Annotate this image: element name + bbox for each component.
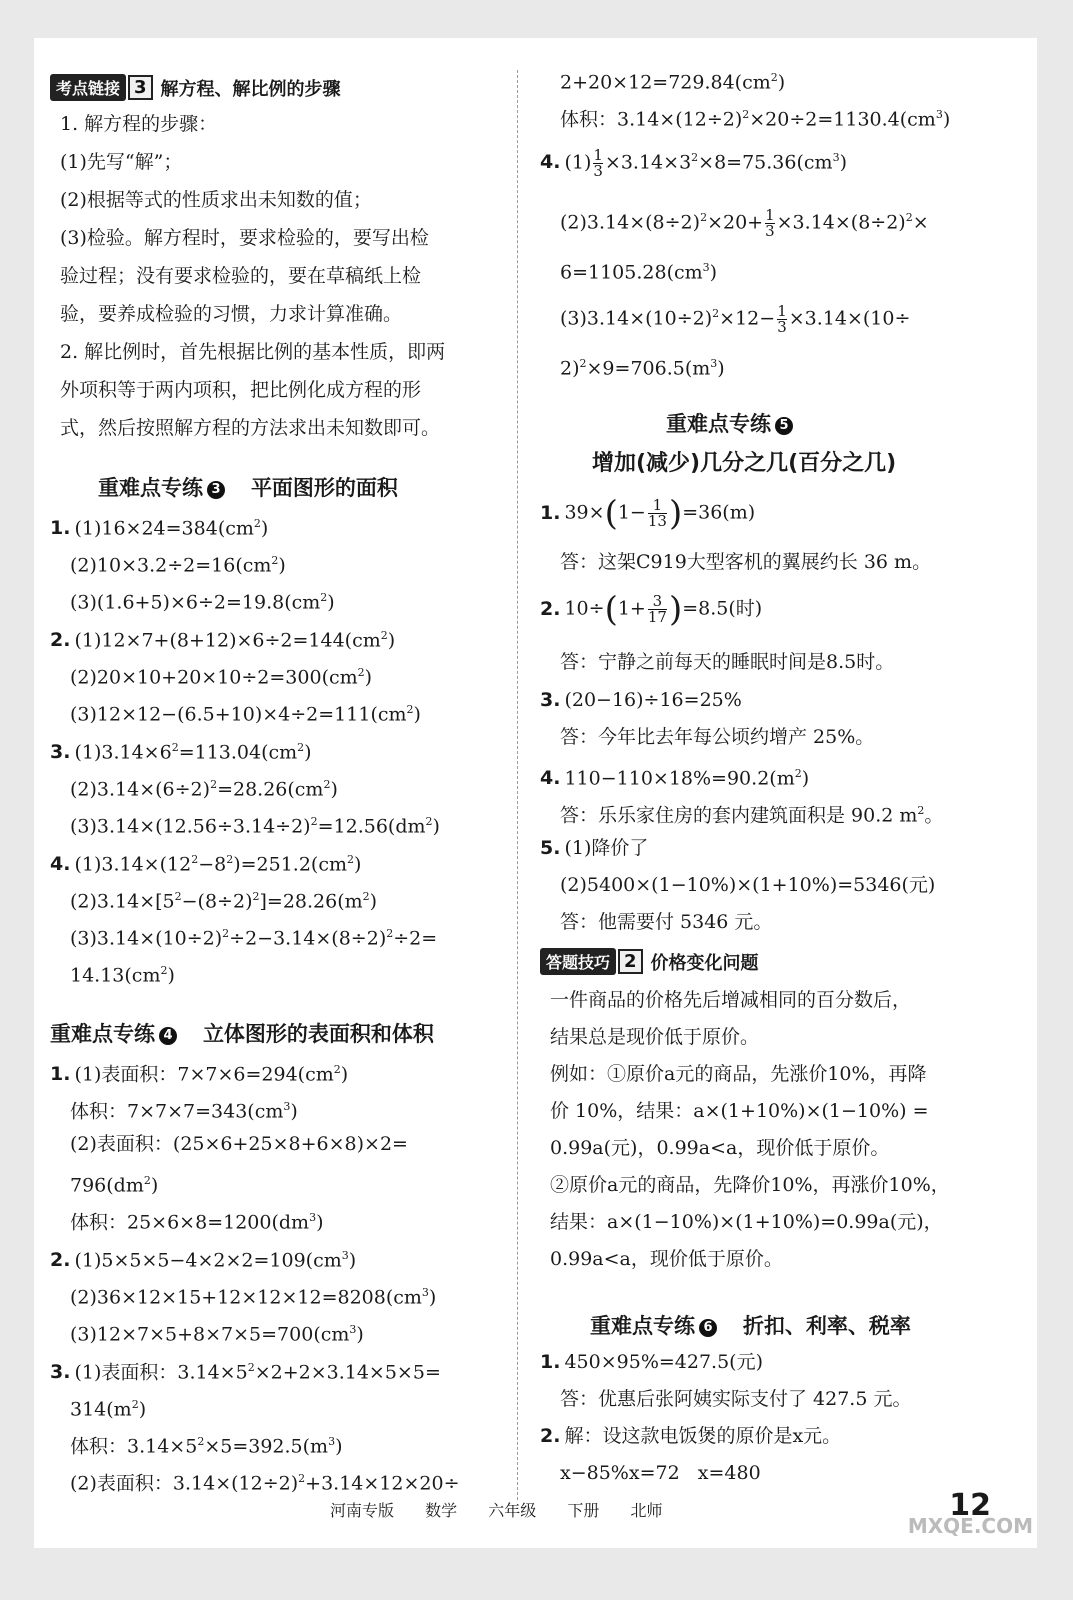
tip-line: 结果总是现价低于原价。	[550, 1026, 760, 1048]
footer-subject: 数学	[425, 1501, 458, 1520]
section-number: 5	[775, 417, 793, 435]
section-title: 折扣、利率、税率	[742, 1314, 911, 1338]
tip-line: (3)检验。解方程时，要求检验的，要写出检	[60, 227, 429, 249]
tip-box-3	[50, 74, 341, 101]
page-number: 12	[949, 1488, 991, 1523]
answer-line: 2. 解：设这款电饭煲的原价是x元。	[540, 1425, 842, 1447]
section-prefix: 重难点专练	[50, 1022, 155, 1046]
footer-grade: 六年级	[488, 1501, 537, 1520]
tip-line: 结果：a×(1−10%)×(1+10%)=0.99a(元)，	[550, 1211, 943, 1233]
answer-line: $314(m^2)$	[70, 1398, 147, 1421]
tip-number: 3	[128, 75, 153, 100]
answer-line: $6=1105.28(cm^3)$	[560, 261, 718, 284]
tip-line: 验过程；没有要求检验的，要在草稿纸上检	[60, 265, 422, 287]
answer-line: 5. (1)降价了	[540, 837, 649, 859]
section-prefix: 重难点专练	[666, 412, 771, 436]
section-prefix: 重难点专练	[590, 1314, 695, 1338]
tip-line: 0.99a(元)，0.99a<a，现价低于原价。	[550, 1137, 890, 1159]
answer-line: $(2)36\times 12\times 15+12\times 12\times 12=8208(cm^3)$	[70, 1286, 437, 1309]
section-number: 6	[699, 1319, 717, 1337]
tip-title: 解方程、解比例的步骤	[160, 78, 341, 100]
answer-line: $(2)10\times 3.2\div 2=16(cm^2)$	[70, 554, 286, 577]
section-title: 平面图形的面积	[250, 476, 398, 500]
answer-line: $(3)3.14\times(10\div 2)^2\times 12-$ $\frac{1}{3}$ ×3.14×(10÷	[560, 301, 911, 336]
answer-line: $(2)3.14\times(6\div 2)^2=28.26(cm^2)$	[70, 778, 338, 801]
answer-line: $(2)3.14\times(8\div 2)^2\times 20+$ $\frac{1}{3}$ $\times 3.14\times(8\div 2)^2\times$	[560, 205, 929, 240]
answer-line: $(2)3.14\times[5^2-(8\div 2)^2]=28.26(m^2)$	[70, 890, 378, 913]
answer-line: 体积：$25\times 6\times 8=1200(dm^3)$	[70, 1211, 324, 1234]
answer-line: 体积：$3.14\times(12\div 2)^2\times 20\div 2=1130.4(cm^3)$	[560, 108, 951, 131]
answer-line: 1. 450×95%=427.5(元)	[540, 1351, 764, 1373]
answer-line: 答：乐乐家住房的套内建筑面积是 90.2 $m^2$。	[560, 804, 944, 827]
tip-line: (2)根据等式的性质求出未知数的值；	[60, 189, 372, 211]
answer-line: 3. (20−16)÷16=25%	[540, 689, 742, 711]
answer-line: $(3)(1.6+5)\times 6\div 2=19.8(cm^2)$	[70, 591, 335, 614]
answer-line: 2. $(1)12\times 7+(8+12)\times 6\div 2=144(cm^2)$	[50, 629, 396, 652]
answer-line: 1. 39×(1− $\frac{1}{13}$ )=36(m)	[540, 493, 756, 534]
answer-line: $2)^2\times 9=706.5(m^3)$	[560, 357, 725, 380]
section-title: 立体图形的表面积和体积	[202, 1022, 434, 1046]
tip-number: 2	[618, 949, 643, 974]
tip-line: (1)先写“解”；	[60, 151, 183, 173]
tip-line: 外项积等于两内项积，把比例化成方程的形	[60, 379, 422, 401]
tip-box-2	[540, 948, 759, 975]
watermark: MXQE.COM	[907, 1514, 1033, 1538]
answer-line: (2)5400×(1−10%)×(1+10%)=5346(元)	[560, 874, 936, 896]
answer-line: $14.13(cm^2)$	[70, 964, 175, 987]
section-number: 4	[159, 1027, 177, 1045]
answer-line: $(3)12\times 7\times 5+8\times 7\times 5=700(cm^3)$	[70, 1323, 364, 1346]
tip-line: 一件商品的价格先后增减相同的百分数后，	[550, 989, 912, 1011]
tip-label: 答题技巧	[540, 948, 616, 975]
answer-line: 4. $(1)3.14\times(12^2-8^2)=251.2(cm^2)$	[50, 853, 362, 876]
answer-line: 1. $(1)16\times 24=384(cm^2)$	[50, 517, 269, 540]
tip-line: ②原价a元的商品，先降价10%，再涨价10%，	[550, 1174, 950, 1196]
column-divider	[517, 70, 518, 1500]
answer-line: $(3)12\times 12-(6.5+10)\times 4\div 2=111(cm^2)$	[70, 703, 421, 726]
answer-line: 答：他需要付 5346 元。	[560, 911, 773, 933]
tip-line: 0.99a<a，现价低于原价。	[550, 1248, 783, 1270]
section-heading-3	[98, 472, 398, 502]
section-heading-4	[50, 1018, 434, 1048]
answer-line: x−85%x=72 x=480	[560, 1462, 761, 1484]
answer-line: $(2)20\times 10+20\times 10\div 2=300(cm^2)$	[70, 666, 373, 689]
answer-line: $(3)3.14\times(12.56\div 3.14\div 2)^2=12.56(dm^2)$	[70, 815, 440, 838]
answer-line: 4. (1) $\frac{1}{3}$ $\times 3.14\times 3^2\times 8=75.36(cm^3)$	[540, 145, 847, 180]
answer-line: 答：宁静之前每天的睡眠时间是8.5时。	[560, 651, 895, 673]
section-title-5: 增加(减少)几分之几(百分之几)	[592, 451, 897, 476]
footer-edition: 北师	[630, 1501, 663, 1520]
section-heading-5	[666, 408, 797, 438]
answer-line: 3. $(1)3.14\times 6^2=113.04(cm^2)$	[50, 741, 312, 764]
answer-line: 答：今年比去年每公顷约增产 25%。	[560, 726, 875, 748]
tip-line: 1. 解方程的步骤：	[60, 113, 218, 135]
answer-line: 3. (1)表面积：$3.14\times 5^2\times 2+2\times 3.14\times 5\times 5=$	[50, 1361, 441, 1384]
answer-line: 答：这架C919大型客机的翼展约长 36 m。	[560, 551, 932, 573]
answer-line: 体积：$7\times 7\times 7=343(cm^3)$	[70, 1100, 298, 1123]
answer-line: 答：优惠后张阿姨实际支付了 427.5 元。	[560, 1388, 912, 1410]
answer-line: 4. $110-110\times 18\%=90.2(m^2)$	[540, 767, 810, 790]
answer-line: (2)表面积：$3.14\times(12\div 2)^2+3.14\times 12\times 20\div$	[70, 1472, 460, 1495]
footer-region: 河南专版	[330, 1501, 395, 1520]
tip-line: 2. 解比例时，首先根据比例的基本性质，即两	[60, 341, 446, 363]
footer-volume: 下册	[567, 1501, 600, 1520]
tip-line: 验，要养成检验的习惯，力求计算准确。	[60, 303, 403, 325]
answer-line: 2. 10÷(1+ $\frac{3}{17}$ )=8.5(时)	[540, 589, 763, 630]
section-heading-6	[590, 1310, 911, 1340]
answer-line: (2)表面积：(25×6+25×8+6×8)×2=	[70, 1133, 408, 1155]
tip-label: 考点链接	[50, 74, 126, 101]
page-footer	[330, 1498, 688, 1521]
answer-line: 2. $(1)5\times 5\times 5-4\times 2\times 2=109(cm^3)$	[50, 1249, 357, 1272]
answer-line: 1. (1)表面积：$7\times 7\times 6=294(cm^2)$	[50, 1063, 349, 1086]
section-prefix: 重难点专练	[98, 476, 203, 500]
tip-line: 价 10%，结果：a×(1+10%)×(1−10%) =	[550, 1100, 929, 1122]
tip-line: 式，然后按照解方程的方法求出未知数即可。	[60, 417, 441, 439]
tip-line: 例如：①原价a元的商品，先涨价10%，再降	[550, 1063, 927, 1085]
answer-line: $2+20\times 12=729.84(cm^2)$	[560, 71, 786, 94]
answer-line: $(3)3.14\times(10\div 2)^2\div 2-3.14\times(8\div 2)^2\div 2=$	[70, 927, 438, 950]
answer-line: $796(dm^2)$	[70, 1174, 159, 1197]
section-number: 3	[207, 481, 225, 499]
answer-line: 体积：$3.14\times 5^2\times 5=392.5(m^3)$	[70, 1435, 343, 1458]
tip-title: 价格变化问题	[650, 952, 759, 974]
